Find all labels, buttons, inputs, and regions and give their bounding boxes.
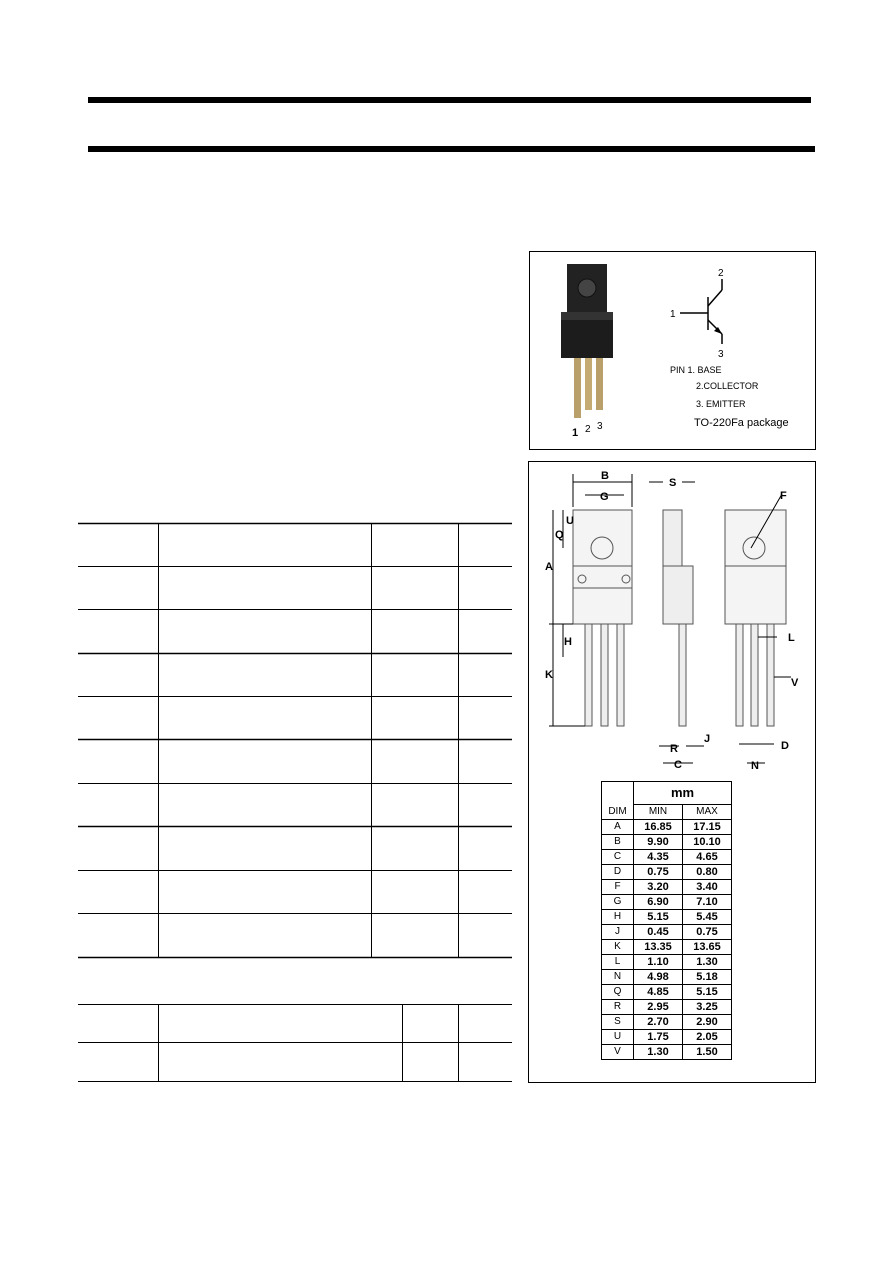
dim-cell: A (602, 820, 634, 835)
min-cell: 13.35 (634, 940, 683, 955)
min-cell: 9.90 (634, 835, 683, 850)
dim-label-K: K (545, 669, 553, 681)
min-cell: 2.70 (634, 1015, 683, 1030)
dim-cell: H (602, 910, 634, 925)
max-cell: 1.30 (683, 955, 732, 970)
table-row (602, 880, 732, 895)
table-row (602, 955, 732, 970)
table-row (602, 1030, 732, 1045)
table-row (602, 925, 732, 940)
package-panel (529, 251, 816, 450)
max-cell: 10.10 (683, 835, 732, 850)
min-cell: 4.35 (634, 850, 683, 865)
table-row (602, 970, 732, 985)
max-cell: 0.75 (683, 925, 732, 940)
min-cell: 1.10 (634, 955, 683, 970)
pin-line-2: 2.COLLECTOR (696, 381, 759, 391)
max-cell: 3.25 (683, 1000, 732, 1015)
min-cell: 0.45 (634, 925, 683, 940)
lead-2 (585, 358, 592, 410)
table-row (602, 1000, 732, 1015)
pin-line-1: PIN 1. BASE (670, 365, 722, 375)
dim-label-H: H (564, 636, 572, 648)
dim-cell: Q (602, 985, 634, 1000)
min-cell: 4.98 (634, 970, 683, 985)
table-row (602, 1045, 732, 1060)
dim-label-C: C (674, 759, 682, 771)
min-cell: 6.90 (634, 895, 683, 910)
table-row (602, 985, 732, 1000)
min-cell: 4.85 (634, 985, 683, 1000)
max-cell: 3.40 (683, 880, 732, 895)
dim-cell: K (602, 940, 634, 955)
max-cell: 7.10 (683, 895, 732, 910)
symbol-pin-emitter: 3 (718, 349, 724, 360)
package-photo (530, 252, 815, 449)
table-row (602, 910, 732, 925)
npn-symbol (680, 279, 722, 344)
dim-cell: D (602, 865, 634, 880)
min-cell: 16.85 (634, 820, 683, 835)
dim-cell: B (602, 835, 634, 850)
max-cell: 5.45 (683, 910, 732, 925)
dim-label-F: F (780, 490, 787, 502)
unit-header: mm (634, 782, 732, 805)
table-row (602, 835, 732, 850)
max-cell: 1.50 (683, 1045, 732, 1060)
dimension-table (601, 781, 732, 1060)
max-header: MAX (683, 805, 732, 820)
dim-cell: V (602, 1045, 634, 1060)
table-row (602, 820, 732, 835)
pin-line-3: 3. EMITTER (696, 399, 746, 409)
min-cell: 1.30 (634, 1045, 683, 1060)
dim-label-A: A (545, 561, 553, 573)
max-cell: 2.05 (683, 1030, 732, 1045)
dim-cell: F (602, 880, 634, 895)
photo-pin-2: 2 (585, 424, 591, 435)
dim-cell: N (602, 970, 634, 985)
outline-drawing (529, 462, 815, 782)
min-cell: 1.75 (634, 1030, 683, 1045)
dim-cell: L (602, 955, 634, 970)
min-cell: 5.15 (634, 910, 683, 925)
max-cell: 4.65 (683, 850, 732, 865)
max-cell: 17.15 (683, 820, 732, 835)
table-row (602, 895, 732, 910)
table-row (602, 940, 732, 955)
dim-label-U: U (566, 515, 574, 527)
lead-3 (596, 358, 603, 410)
min-cell: 2.95 (634, 1000, 683, 1015)
min-header: MIN (634, 805, 683, 820)
lead-1 (574, 358, 581, 418)
dim-cell: G (602, 895, 634, 910)
dim-cell: J (602, 925, 634, 940)
dim-label-J: J (704, 733, 711, 745)
dim-label-G: G (600, 491, 609, 503)
max-cell: 5.18 (683, 970, 732, 985)
dim-label-B: B (601, 470, 609, 482)
dim-cell: S (602, 1015, 634, 1030)
min-cell: 0.75 (634, 865, 683, 880)
max-cell: 5.15 (683, 985, 732, 1000)
table-row (602, 1015, 732, 1030)
dim-label-D: D (781, 740, 789, 752)
min-cell: 3.20 (634, 880, 683, 895)
table-row (602, 865, 732, 880)
dim-cell: U (602, 1030, 634, 1045)
dim-label-L: L (788, 632, 795, 644)
symbol-pin-base: 1 (670, 309, 676, 320)
photo-pin-1: 1 (572, 427, 579, 439)
symbol-pin-collector: 2 (718, 268, 724, 279)
max-cell: 0.80 (683, 865, 732, 880)
max-cell: 13.65 (683, 940, 732, 955)
dim-label-V: V (791, 677, 799, 689)
dim-header: DIM (602, 782, 634, 820)
dim-label-N: N (751, 760, 759, 772)
table-row (602, 850, 732, 865)
dim-label-S: S (669, 477, 677, 489)
dim-cell: C (602, 850, 634, 865)
dim-label-Q: Q (555, 529, 564, 541)
dim-label-R: R (670, 743, 678, 755)
pin-line-4: TO-220Fa package (694, 417, 789, 429)
max-cell: 2.90 (683, 1015, 732, 1030)
dim-cell: R (602, 1000, 634, 1015)
photo-pin-3: 3 (597, 421, 603, 432)
